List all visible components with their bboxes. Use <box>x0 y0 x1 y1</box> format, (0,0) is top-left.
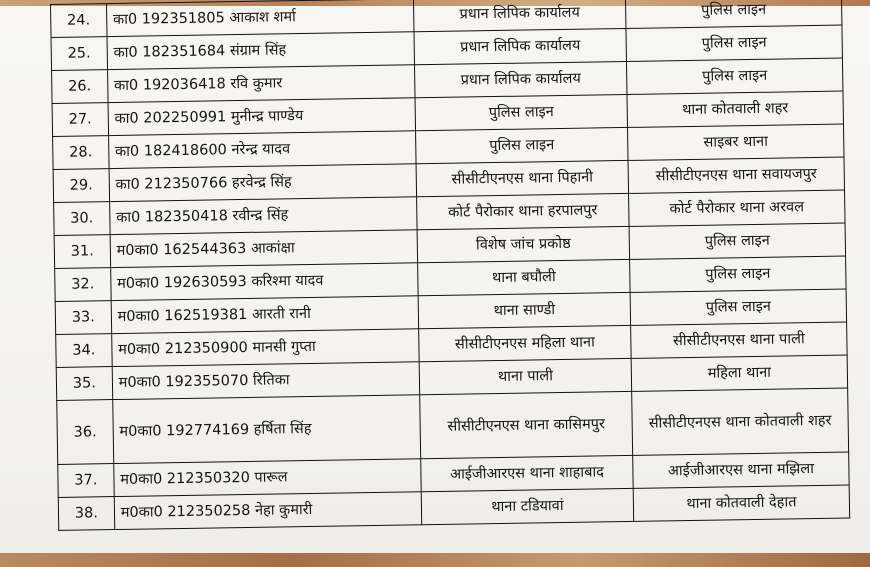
to-posting: सीसीटीएनएस थाना सवायजपुर <box>628 157 845 193</box>
serial-number: 33. <box>55 301 111 335</box>
from-posting: प्रधान लिपिक कार्यालय <box>413 0 625 32</box>
employee-name: का0 202250991 मुनीन्द्र पाण्डेय <box>108 98 416 136</box>
to-posting: महिला थाना <box>631 355 848 391</box>
employee-name: म0का0 162544363 आकांक्षा <box>110 230 418 268</box>
from-posting: थाना टडियावां <box>421 488 633 524</box>
from-posting: सीसीटीएनएस महिला थाना <box>419 325 631 361</box>
serial-number: 28. <box>53 136 109 170</box>
serial-number: 35. <box>56 367 112 401</box>
employee-name: म0का0 212350320 पारूल <box>113 459 421 497</box>
to-posting: आईजीआरएस थाना मझिला <box>633 452 850 488</box>
employee-name: का0 182418600 नरेन्द्र यादव <box>108 131 416 169</box>
employee-name: म0का0 192355070 रितिका <box>112 362 420 400</box>
serial-number: 32. <box>55 268 111 302</box>
to-posting: कोर्ट पैरोकार थाना अरवल <box>629 190 846 226</box>
employee-name: का0 182351684 संग्राम सिंह <box>107 32 415 70</box>
employee-name: म0का0 212350900 मानसी गुप्ता <box>111 329 419 367</box>
to-posting: थाना कोतवाली देहात <box>633 485 850 521</box>
employee-name: का0 192036418 रवि कुमार <box>107 65 415 103</box>
from-posting: थाना साण्डी <box>418 292 630 328</box>
to-posting: सीसीटीएनएस थाना कोतवाली शहर <box>632 388 849 455</box>
to-posting: पुलिस लाइन <box>626 25 843 61</box>
employee-name: म0का0 162519381 आरती रानी <box>111 296 419 334</box>
to-posting: थाना कोतवाली शहर <box>627 91 844 127</box>
from-posting: आईजीआरएस थाना शाहाबाद <box>421 455 633 491</box>
to-posting: पुलिस लाइन <box>629 223 846 259</box>
from-posting: सीसीटीएनएस थाना पिहानी <box>416 160 628 196</box>
serial-number: 27. <box>52 103 108 137</box>
to-posting: पुलिस लाइन <box>630 289 847 325</box>
transfer-table <box>50 0 850 531</box>
employee-name: का0 182350418 रवीन्द्र सिंह <box>109 197 417 235</box>
from-posting: पुलिस लाइन <box>416 127 628 163</box>
from-posting: प्रधान लिपिक कार्यालय <box>415 61 627 97</box>
to-posting: पुलिस लाइन <box>626 58 843 94</box>
serial-number: 25. <box>51 37 107 71</box>
from-posting: थाना पाली <box>419 358 631 394</box>
from-posting: पुलिस लाइन <box>415 94 627 130</box>
employee-name: म0का0 192630593 करिश्मा यादव <box>110 263 418 301</box>
serial-number: 34. <box>56 334 112 368</box>
from-posting: सीसीटीएनएस थाना कासिमपुर <box>420 391 633 458</box>
table-surface-bottom <box>0 553 870 567</box>
employee-name: का0 212350766 हरवेन्द्र सिंह <box>109 164 417 202</box>
serial-number: 26. <box>52 70 108 104</box>
serial-number: 31. <box>54 235 110 269</box>
serial-number: 36. <box>57 400 114 465</box>
to-posting: पुलिस लाइन <box>625 0 842 28</box>
serial-number: 24. <box>51 4 107 38</box>
from-posting: थाना बघौली <box>418 259 630 295</box>
transfer-list-sheet <box>50 0 850 531</box>
employee-name: म0का0 212350258 नेहा कुमारी <box>114 492 422 530</box>
to-posting: सीसीटीएनएस थाना पाली <box>631 322 848 358</box>
serial-number: 37. <box>58 464 114 498</box>
employee-name: म0का0 192774169 हर्षिता सिंह <box>112 395 420 464</box>
from-posting: विशेष जांच प्रकोष्ठ <box>417 226 629 262</box>
from-posting: कोर्ट पैरोकार थाना हरपालपुर <box>417 193 629 229</box>
to-posting: पुलिस लाइन <box>630 256 847 292</box>
to-posting: साइबर थाना <box>627 124 844 160</box>
serial-number: 38. <box>58 497 114 531</box>
serial-number: 29. <box>53 169 109 203</box>
serial-number: 30. <box>54 202 110 236</box>
employee-name: का0 192351805 आकाश शर्मा <box>106 0 414 37</box>
from-posting: प्रधान लिपिक कार्यालय <box>414 28 626 64</box>
